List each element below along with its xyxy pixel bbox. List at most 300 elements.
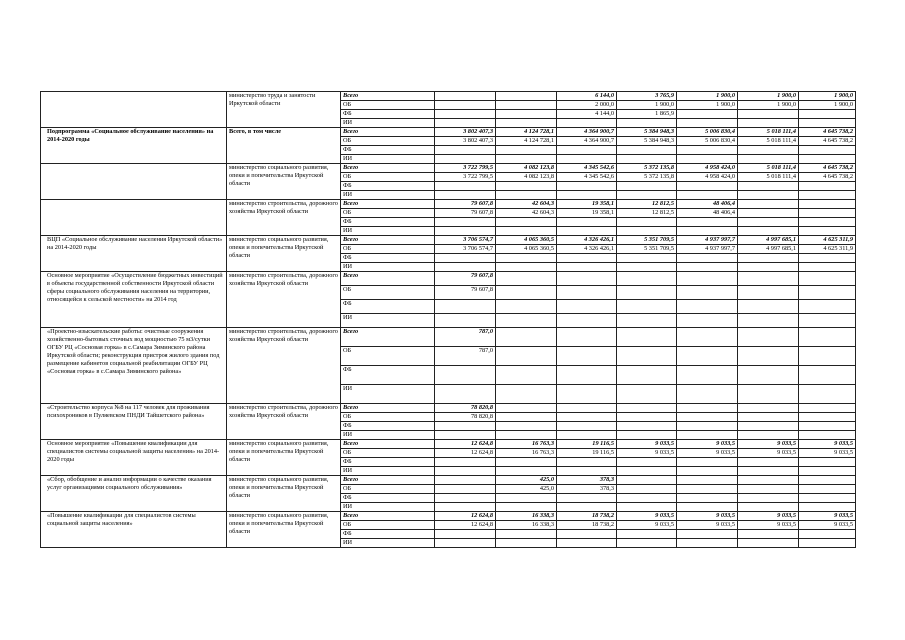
amount-cell	[677, 404, 738, 413]
amount-cell: 4 326 426,1	[557, 245, 617, 254]
funding-source-cell: ФБ	[341, 254, 435, 263]
amount-cell	[738, 155, 799, 164]
amount-cell	[435, 539, 496, 548]
amount-cell	[557, 263, 617, 272]
amount-cell: 79 607,8	[435, 272, 496, 286]
funding-source-cell: Всего	[341, 512, 435, 521]
amount-cell: 4 065 360,5	[496, 245, 557, 254]
amount-cell	[617, 530, 677, 539]
amount-cell	[738, 300, 799, 314]
amount-cell	[677, 218, 738, 227]
amount-cell	[557, 218, 617, 227]
table-row	[41, 272, 856, 286]
amount-cell	[557, 347, 617, 366]
funding-source-cell: Всего	[341, 236, 435, 245]
amount-cell	[799, 404, 856, 413]
funding-source-cell: ОБ	[341, 286, 435, 300]
table-row	[41, 92, 856, 101]
amount-cell	[557, 431, 617, 440]
amount-cell: 4 937 997,7	[677, 236, 738, 245]
amount-cell	[557, 300, 617, 314]
amount-cell	[435, 494, 496, 503]
amount-cell	[738, 227, 799, 236]
amount-cell: 9 033,5	[738, 449, 799, 458]
responsible-executor-cell: Всего, в том числе	[227, 128, 341, 164]
amount-cell: 4 345 542,6	[557, 164, 617, 173]
amount-cell	[617, 503, 677, 512]
amount-cell: 9 033,5	[799, 440, 856, 449]
funding-source-cell: ОБ	[341, 209, 435, 218]
amount-cell	[738, 422, 799, 431]
table-row	[41, 476, 856, 485]
table-row	[41, 128, 856, 137]
amount-cell: 5 372 135,8	[617, 164, 677, 173]
amount-cell	[435, 422, 496, 431]
amount-cell	[677, 530, 738, 539]
funding-source-cell: ИИ	[341, 503, 435, 512]
amount-cell: 16 338,3	[496, 512, 557, 521]
amount-cell	[677, 300, 738, 314]
table-row	[41, 328, 856, 347]
amount-cell	[799, 300, 856, 314]
amount-cell	[617, 494, 677, 503]
amount-cell: 16 763,3	[496, 440, 557, 449]
amount-cell	[617, 422, 677, 431]
amount-cell	[557, 119, 617, 128]
funding-source-cell: ОБ	[341, 173, 435, 182]
amount-cell	[557, 314, 617, 328]
amount-cell	[435, 146, 496, 155]
amount-cell	[496, 272, 557, 286]
amount-cell: 9 033,5	[799, 512, 856, 521]
amount-cell: 9 033,5	[799, 521, 856, 530]
amount-cell	[738, 530, 799, 539]
amount-cell	[617, 404, 677, 413]
amount-cell: 5 018 111,4	[738, 137, 799, 146]
amount-cell	[617, 385, 677, 404]
responsible-executor-cell: министерство социального развития, опеки и попечительства Иркутской области	[227, 512, 341, 548]
responsible-executor-cell: министерство строительства, дорожного хозяйства Иркутской области	[227, 328, 341, 404]
amount-cell: 425,0	[496, 485, 557, 494]
amount-cell	[738, 539, 799, 548]
amount-cell	[617, 413, 677, 422]
amount-cell	[738, 200, 799, 209]
amount-cell: 787,0	[435, 347, 496, 366]
amount-cell: 6 144,0	[557, 92, 617, 101]
funding-source-cell: ОБ	[341, 137, 435, 146]
amount-cell	[738, 476, 799, 485]
amount-cell	[799, 485, 856, 494]
measure-name-cell: Основное мероприятие «Повышение квалификации для специалистов системы социальной защиты населения» на 2014-2020 годы	[41, 440, 227, 476]
amount-cell	[677, 227, 738, 236]
amount-cell	[617, 119, 677, 128]
amount-cell	[496, 101, 557, 110]
amount-cell	[799, 503, 856, 512]
amount-cell	[738, 191, 799, 200]
amount-cell: 42 604,3	[496, 209, 557, 218]
amount-cell	[799, 254, 856, 263]
amount-cell	[435, 227, 496, 236]
amount-cell	[617, 485, 677, 494]
amount-cell: 16 338,3	[496, 521, 557, 530]
funding-source-cell: Всего	[341, 164, 435, 173]
amount-cell	[617, 328, 677, 347]
amount-cell: 1 900,0	[799, 92, 856, 101]
amount-cell	[435, 218, 496, 227]
amount-cell	[677, 476, 738, 485]
amount-cell	[738, 385, 799, 404]
amount-cell	[617, 227, 677, 236]
amount-cell	[738, 146, 799, 155]
amount-cell	[496, 254, 557, 263]
amount-cell	[617, 347, 677, 366]
amount-cell: 425,0	[496, 476, 557, 485]
funding-source-cell: ИИ	[341, 119, 435, 128]
amount-cell	[799, 458, 856, 467]
funding-source-cell: ИИ	[341, 467, 435, 476]
amount-cell	[557, 458, 617, 467]
amount-cell: 4 364 900,7	[557, 128, 617, 137]
amount-cell	[496, 119, 557, 128]
funding-source-cell: ФБ	[341, 110, 435, 119]
amount-cell	[435, 155, 496, 164]
amount-cell	[435, 119, 496, 128]
amount-cell	[677, 413, 738, 422]
amount-cell	[738, 431, 799, 440]
amount-cell: 9 033,5	[738, 440, 799, 449]
amount-cell: 48 406,4	[677, 209, 738, 218]
amount-cell	[557, 494, 617, 503]
amount-cell	[677, 119, 738, 128]
amount-cell	[557, 286, 617, 300]
amount-cell: 5 018 111,4	[738, 173, 799, 182]
amount-cell	[617, 254, 677, 263]
amount-cell	[557, 227, 617, 236]
amount-cell: 5 006 830,4	[677, 128, 738, 137]
amount-cell: 787,0	[435, 328, 496, 347]
amount-cell: 5 384 948,3	[617, 128, 677, 137]
funding-source-cell: Всего	[341, 404, 435, 413]
amount-cell	[617, 467, 677, 476]
amount-cell	[496, 431, 557, 440]
amount-cell: 78 820,8	[435, 413, 496, 422]
amount-cell: 1 900,0	[799, 101, 856, 110]
amount-cell: 3 765,9	[617, 92, 677, 101]
amount-cell	[738, 209, 799, 218]
amount-cell	[799, 476, 856, 485]
amount-cell	[435, 366, 496, 385]
amount-cell	[799, 119, 856, 128]
amount-cell	[557, 385, 617, 404]
amount-cell	[617, 366, 677, 385]
amount-cell	[677, 272, 738, 286]
amount-cell	[677, 485, 738, 494]
funding-source-cell: Всего	[341, 440, 435, 449]
amount-cell: 79 607,8	[435, 286, 496, 300]
funding-source-cell: ИИ	[341, 227, 435, 236]
amount-cell: 9 033,5	[677, 449, 738, 458]
funding-source-cell: ОБ	[341, 413, 435, 422]
amount-cell	[557, 155, 617, 164]
amount-cell: 12 624,8	[435, 449, 496, 458]
funding-source-cell: Всего	[341, 200, 435, 209]
amount-cell	[677, 467, 738, 476]
amount-cell	[799, 422, 856, 431]
amount-cell: 12 812,5	[617, 209, 677, 218]
amount-cell	[435, 458, 496, 467]
table-row	[41, 200, 856, 209]
amount-cell	[738, 218, 799, 227]
amount-cell	[617, 218, 677, 227]
responsible-executor-cell: министерство социального развития, опеки и попечительства Иркутской области	[227, 236, 341, 272]
amount-cell: 4 345 542,6	[557, 173, 617, 182]
funding-source-cell: ФБ	[341, 366, 435, 385]
measure-name-cell: Основное мероприятие «Осуществление бюджетных инвестиций в объекты государственной собственности Иркутской области сферы социального обслуживания населения на территории, относящейся к сельской местности» на 2014 год	[41, 272, 227, 328]
responsible-executor-cell: министерство строительства, дорожного хозяйства Иркутской области	[227, 272, 341, 328]
amount-cell	[799, 328, 856, 347]
table-row	[41, 164, 856, 173]
amount-cell	[799, 218, 856, 227]
responsible-executor-cell: министерство строительства, дорожного хозяйства Иркутской области	[227, 200, 341, 236]
table-row	[41, 236, 856, 245]
amount-cell: 4 997 685,1	[738, 236, 799, 245]
amount-cell	[677, 263, 738, 272]
amount-cell	[799, 431, 856, 440]
amount-cell	[738, 110, 799, 119]
amount-cell	[677, 431, 738, 440]
amount-cell	[738, 467, 799, 476]
amount-cell: 9 033,5	[617, 440, 677, 449]
amount-cell	[738, 347, 799, 366]
amount-cell	[677, 191, 738, 200]
amount-cell: 4 625 311,9	[799, 245, 856, 254]
amount-cell	[617, 476, 677, 485]
measure-name-cell: «Проектно-изыскательские работы: очистные сооружения хозяйственно-бытовых сточных вод мощностью 75 м3/сутки ОГБУ РЦ «Сосновая горка» в с.Самара Зиминского района Иркутской области; реконструкция пристроя жилого здания под размещение кабинетов социальной реабилитации ОГБУ РЦ «Сосновая горка» в с.Самара Зиминского района»	[41, 328, 227, 404]
funding-source-cell: ИИ	[341, 539, 435, 548]
amount-cell	[496, 530, 557, 539]
amount-cell	[799, 494, 856, 503]
measure-name-cell	[41, 164, 227, 200]
amount-cell: 5 018 111,4	[738, 164, 799, 173]
amount-cell: 5 372 135,8	[617, 173, 677, 182]
amount-cell	[557, 328, 617, 347]
amount-cell	[799, 155, 856, 164]
funding-source-cell: ИИ	[341, 191, 435, 200]
amount-cell: 4 997 685,1	[738, 245, 799, 254]
amount-cell	[677, 347, 738, 366]
funding-source-cell: ОБ	[341, 485, 435, 494]
funding-source-cell: ОБ	[341, 347, 435, 366]
amount-cell: 79 607,8	[435, 209, 496, 218]
responsible-executor-cell: министерство социального развития, опеки и попечительства Иркутской области	[227, 440, 341, 476]
amount-cell	[738, 119, 799, 128]
amount-cell: 9 033,5	[677, 512, 738, 521]
amount-cell	[557, 404, 617, 413]
amount-cell	[738, 328, 799, 347]
amount-cell	[496, 366, 557, 385]
amount-cell	[496, 347, 557, 366]
amount-cell: 9 033,5	[617, 521, 677, 530]
amount-cell: 9 033,5	[677, 440, 738, 449]
amount-cell: 9 033,5	[738, 521, 799, 530]
amount-cell	[799, 385, 856, 404]
funding-source-cell: ИИ	[341, 263, 435, 272]
funding-source-cell: Всего	[341, 92, 435, 101]
amount-cell	[617, 431, 677, 440]
funding-source-cell: ФБ	[341, 300, 435, 314]
funding-source-cell: ИИ	[341, 314, 435, 328]
amount-cell	[435, 263, 496, 272]
amount-cell: 3 706 574,7	[435, 236, 496, 245]
amount-cell	[496, 458, 557, 467]
amount-cell	[677, 110, 738, 119]
amount-cell: 79 607,8	[435, 200, 496, 209]
table-row	[41, 512, 856, 521]
amount-cell	[496, 413, 557, 422]
amount-cell	[557, 366, 617, 385]
amount-cell: 1 900,0	[677, 101, 738, 110]
amount-cell	[496, 422, 557, 431]
amount-cell: 4 937 997,7	[677, 245, 738, 254]
amount-cell	[617, 314, 677, 328]
amount-cell	[677, 503, 738, 512]
amount-cell	[738, 503, 799, 512]
amount-cell	[677, 458, 738, 467]
amount-cell	[557, 146, 617, 155]
amount-cell	[435, 467, 496, 476]
amount-cell	[799, 366, 856, 385]
amount-cell	[617, 146, 677, 155]
amount-cell: 16 763,3	[496, 449, 557, 458]
amount-cell	[496, 92, 557, 101]
amount-cell	[496, 300, 557, 314]
amount-cell	[435, 431, 496, 440]
funding-source-cell: ОБ	[341, 449, 435, 458]
amount-cell: 378,3	[557, 476, 617, 485]
amount-cell: 4 645 738,2	[799, 173, 856, 182]
amount-cell	[677, 328, 738, 347]
amount-cell: 4 645 738,2	[799, 164, 856, 173]
amount-cell	[435, 385, 496, 404]
amount-cell	[617, 191, 677, 200]
funding-source-cell: ИИ	[341, 385, 435, 404]
amount-cell	[617, 458, 677, 467]
amount-cell	[557, 413, 617, 422]
amount-cell: 12 624,8	[435, 521, 496, 530]
amount-cell: 5 384 948,3	[617, 137, 677, 146]
amount-cell	[677, 254, 738, 263]
amount-cell: 9 033,5	[738, 512, 799, 521]
amount-cell	[677, 494, 738, 503]
amount-cell: 9 033,5	[617, 449, 677, 458]
responsible-executor-cell: министерство социального развития, опеки и попечительства Иркутской области	[227, 476, 341, 512]
amount-cell	[435, 476, 496, 485]
amount-cell	[435, 503, 496, 512]
measure-name-cell	[41, 92, 227, 128]
amount-cell: 4 124 728,1	[496, 128, 557, 137]
amount-cell	[738, 272, 799, 286]
amount-cell	[435, 101, 496, 110]
amount-cell	[799, 530, 856, 539]
amount-cell	[677, 286, 738, 300]
amount-cell: 1 900,0	[617, 101, 677, 110]
amount-cell	[435, 182, 496, 191]
amount-cell	[617, 286, 677, 300]
table-row	[41, 440, 856, 449]
amount-cell	[738, 314, 799, 328]
amount-cell: 4 082 123,8	[496, 164, 557, 173]
amount-cell	[799, 272, 856, 286]
funding-source-cell: ФБ	[341, 422, 435, 431]
funding-source-cell: Всего	[341, 328, 435, 347]
amount-cell	[496, 404, 557, 413]
funding-source-cell: Всего	[341, 128, 435, 137]
amount-cell: 48 406,4	[677, 200, 738, 209]
amount-cell	[557, 182, 617, 191]
measure-name-cell: Подпрограмма «Социальное обслуживание населения» на 2014-2020 годы	[41, 128, 227, 164]
amount-cell: 12 812,5	[617, 200, 677, 209]
amount-cell: 5 018 111,4	[738, 128, 799, 137]
amount-cell: 9 033,5	[677, 521, 738, 530]
amount-cell	[799, 314, 856, 328]
amount-cell: 4 082 123,8	[496, 173, 557, 182]
amount-cell	[799, 191, 856, 200]
amount-cell	[738, 413, 799, 422]
amount-cell: 5 351 709,5	[617, 236, 677, 245]
amount-cell	[617, 539, 677, 548]
amount-cell: 1 900,0	[738, 101, 799, 110]
amount-cell: 4 364 900,7	[557, 137, 617, 146]
amount-cell	[557, 422, 617, 431]
amount-cell: 4 326 426,1	[557, 236, 617, 245]
measure-name-cell: «Строительство корпуса №8 на 117 человек для проживания психохроников в Пуляевском ПНДИ Тайшетского района»	[41, 404, 227, 440]
amount-cell: 3 722 799,5	[435, 164, 496, 173]
amount-cell: 4 958 424,0	[677, 164, 738, 173]
amount-cell	[738, 366, 799, 385]
amount-cell	[496, 155, 557, 164]
funding-source-cell: ФБ	[341, 146, 435, 155]
amount-cell: 1 900,0	[677, 92, 738, 101]
funding-source-cell: ИИ	[341, 431, 435, 440]
amount-cell	[435, 254, 496, 263]
budget-table	[40, 91, 856, 548]
responsible-executor-cell: министерство строительства, дорожного хозяйства Иркутской области	[227, 404, 341, 440]
amount-cell: 4 645 738,2	[799, 137, 856, 146]
amount-cell	[677, 539, 738, 548]
funding-source-cell: ОБ	[341, 521, 435, 530]
amount-cell	[738, 485, 799, 494]
measure-name-cell	[41, 200, 227, 236]
amount-cell	[738, 404, 799, 413]
amount-cell: 1 865,9	[617, 110, 677, 119]
amount-cell	[799, 467, 856, 476]
amount-cell: 19 116,5	[557, 440, 617, 449]
amount-cell: 78 820,8	[435, 404, 496, 413]
amount-cell: 42 604,3	[496, 200, 557, 209]
amount-cell	[435, 191, 496, 200]
amount-cell: 4 144,0	[557, 110, 617, 119]
amount-cell: 18 738,2	[557, 512, 617, 521]
measure-name-cell: «Повышение квалификации для специалистов системы социальной защиты населения»	[41, 512, 227, 548]
funding-source-cell: ФБ	[341, 494, 435, 503]
amount-cell	[496, 218, 557, 227]
amount-cell	[799, 286, 856, 300]
amount-cell: 9 033,5	[617, 512, 677, 521]
funding-source-cell: ИИ	[341, 155, 435, 164]
measure-name-cell: ВЦП «Социальное обслуживание населения Иркутской области» на 2014-2020 годы	[41, 236, 227, 272]
amount-cell	[496, 227, 557, 236]
amount-cell: 18 738,2	[557, 521, 617, 530]
